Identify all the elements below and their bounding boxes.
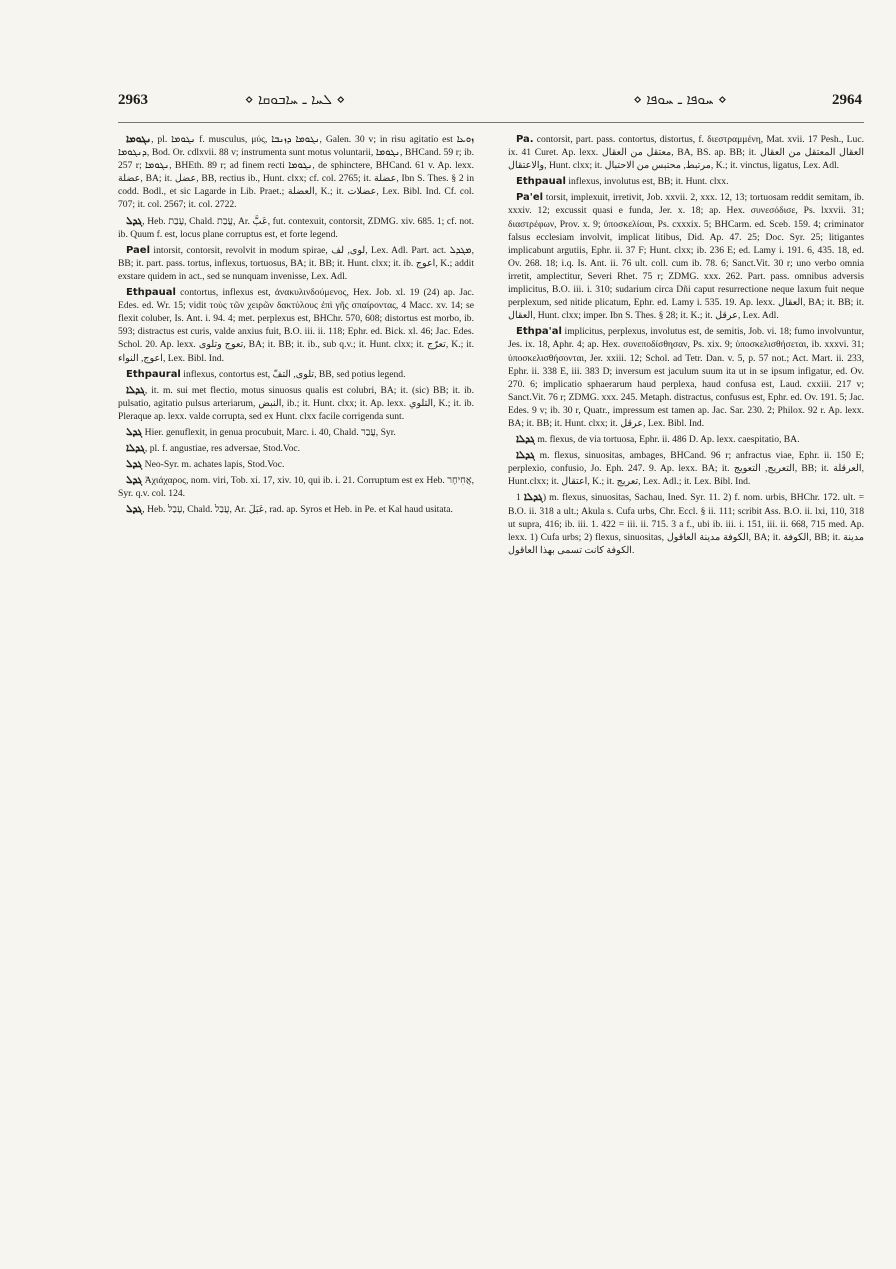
entry-text: inflexus, involutus est, BB; it. Hunt. clxx. bbox=[565, 176, 729, 188]
dictionary-entry bbox=[508, 449, 864, 488]
dictionary-entry bbox=[508, 325, 864, 430]
dictionary-entry bbox=[118, 368, 474, 381]
dictionary-entry bbox=[508, 133, 864, 172]
entry-headword: Ethpa'al bbox=[516, 326, 562, 338]
entry-text: m. flexus, de via tortuosa, Ephr. ii. 486 D. Ap. lexx. caespitatio, BA. bbox=[534, 434, 800, 446]
entry-headword: ܓܕܠܐ bbox=[516, 450, 535, 462]
entry-headword: ܓܕܠ bbox=[126, 504, 143, 516]
entry-headword: Pa. bbox=[516, 134, 534, 145]
entry-headword: ܓܕܠ bbox=[126, 459, 143, 471]
entry-text: m. flexus, sinuositas, ambages, BHCand. 96 r; anfractus viae, Ephr. ii. 150 E; perplexio, confusio, Jo. Eph. 247. 9. Ap. lexx. BA; it. التعريج, التعويج, BB; it. العرقلة, Hunt.clxx; it. اعتقال, K.; it. تعريج, Lex. Adl.; it. Lex. Bibl. Ind. bbox=[508, 450, 864, 488]
right-column bbox=[508, 133, 864, 1243]
entry-headword: ܓܕܠܐ bbox=[126, 443, 145, 455]
dictionary-entry bbox=[118, 426, 474, 439]
entry-headword: Ethpaual bbox=[516, 176, 566, 188]
right-running-head: ⋄ ܚܘܦܐ ـ ܚܘܦܐ ⋄ bbox=[633, 92, 727, 108]
left-page-number: 2963 bbox=[118, 92, 148, 108]
entry-text: , Heb. עָבַת, Chald. עֲבַת, Ar. عَبَّ, fut. contexuit, contorsit, ZDMG. xiv. 685. 1; cf. not. ib. Quum f. est, locus plane corruptus est, et forte legend. bbox=[118, 215, 474, 240]
entry-text: , Heb. עָבַל, Chald. עֲבַל, Ar. عَبَلَ, rad. ap. Syros et Heb. in Pe. et Kal haud usitata. bbox=[142, 504, 453, 516]
right-page-number: 2964 bbox=[832, 92, 862, 108]
page-header bbox=[0, 88, 896, 118]
entry-text: torsit, implexuit, irretivit, Job. xxvii. 2, xxx. 12, 13; tortuosam reddit semitam, ib. xxxiv. 12; excussit quasi e funda, Jer. x. 18; ap. Hex. συνεσόδισε, Ps. lxxvii. 31; διαστρέφων, Prov. x. 9; ὑποσκελίσαι, Ps. cxxxix. 5; BHCarm. ed. Sceb. 159. 4; criminator falsus ecclesiam involvit, implicat litibus, Did. Ap. 47. 25; Doc. Syr. 25; litigantes implicabunt argutiis, Ephr. ii. 37 F; Hunt. clxx; ib. 236 E; ed. Lamy i. 191. 6, 435. 18, ed. Ov. 268. 18; i.q. Is. Ant. ii. 76 ult. coll. cum ib. 78. 6; Sanct.Vit. 30 r; uno verbo omnia irretit, amplectitur, Severi Rhet. 75 r; ZDMG. xxx. 262. Part. pass. omnibus adversis implicitus, B.O. iii. i. 310; sudarium circa Dñi caput resurrectione neque laxum fuit neque perplexum, sed nitide plicatum, Ephr. ed. Lamy i. 535. 19. Ap. lexx. العقال, BA; it. BB; it. العقال, Hunt. clxx; imper. Ibn S. Thes. § 28; it. K.; it. عرقل, Lex. Adl. bbox=[508, 192, 864, 322]
entry-text: Hier. genuflexit, in genua procubuit, Marc. i. 40, Chald. עֲבַר, Syr. bbox=[142, 426, 396, 438]
entry-headword: ܓܕܠ bbox=[126, 475, 143, 487]
entry-headword: ܓܕܠ bbox=[126, 215, 143, 227]
header-rule bbox=[118, 122, 864, 123]
entry-headword: Ethpaural bbox=[126, 368, 181, 380]
dictionary-entry bbox=[508, 175, 864, 188]
entry-text: Ἀχιάχαρος, nom. viri, Tob. xi. 17, xiv. 10, qui ib. i. 21. Corruptum est ex Heb. אֲחִיחָר, Syr. q.v. col. 124. bbox=[118, 475, 474, 500]
dictionary-entry bbox=[118, 503, 474, 516]
entry-text: intorsit, contorsit, revolvit in modum spirae, لوى, لف, Lex. Adl. Part. act. ܡܓܕܠ, BB; it. part. pass. tortus, inflexus, tortuosus, BA; it. BB; it. Hunt. clxx; it. ib. اعوج, K.; addit exstare quidem in act., sed se nunquam invenisse, Lex. Adl. bbox=[118, 244, 474, 282]
left-column bbox=[118, 133, 474, 1243]
entry-headword: ܓܕܠܐ bbox=[516, 434, 535, 446]
entry-text: , pl. ܢܓܘܡܐ f. musculus, μύς, ܢܓܘܡܐ ܕܙܢܒܐ, Galen. 30 v; in risu agitatio est ܙܘܥܐ ܕܢܓܘܡܐ, Bod. Or. cdlxvii. 88 v; instrumenta sunt motus voluntarii, ܢܓܘܡܐ, BHCand. 59 r; ib. 257 r; ܢܓܘܡܐ, BHEth. 89 r; ad finem recti ܢܓܘܡܐ, de sphinctere, BHCand. 61 v. Ap. lexx. عضلة, BA; it. عضل, BB, rectius ib., Hunt. clxx; cf. col. 2765; it. عضلة, Ibn S. Thes. § 2 in codd. Bodl., et sic Lagarde in Lib. Praet.; العضلة, K.; it. عضلات, Lex. Bibl. Ind. Cf. col. 707; it. col. 2567; it. col. 2722. bbox=[118, 134, 474, 211]
entry-headword: ܢܓܘܡܐ bbox=[126, 134, 152, 145]
left-running-head: ⋄ ܠܚܐ ـ ܚܐܒܘܩܐ ⋄ bbox=[244, 92, 346, 108]
entry-text: inflexus, contortus est, تلوى, التفّ, BB, sed potius legend. bbox=[180, 368, 406, 380]
dictionary-entry bbox=[118, 244, 474, 283]
entry-headword: ܓܕܠ bbox=[126, 426, 143, 438]
entry-headword: Ethpaual bbox=[126, 287, 176, 299]
entry-headword: Pa'el bbox=[516, 192, 544, 204]
entry-text: 1) m. flexus, sinuositas, Sachau, Ined. Syr. 11. 2) f. nom. urbis, BHChr. 172. ult. = B.O. ii. 318 a ult.; Akula s. Cufa urbs, Chr. Eccl. § ii. 111; scribit Ass. B.O. ii. lxi, 110, 318 ut supra, 416; ib. iii. 1. 422 = iii. ii. 715. 3 a f., ubi ib. iii. i. 151, iii. ii. 668, 715 med. Ap. lexx. 1) Cufa urbs; 2) flexus, sinuositas, الكوفة مدينة العاقول, BA; it. الكوفة, BB; it. مدينة الكوفة كانت تسمى بهذا العاقول. bbox=[508, 492, 864, 556]
dictionary-entry bbox=[118, 474, 474, 500]
dictionary-entry bbox=[118, 215, 474, 241]
entry-headword: ܓܕܠܐ bbox=[523, 492, 543, 504]
entry-text: contorsit, part. pass. contortus, distortus, f. διεστραμμένη, Mat. xvii. 17 Pesh., Luc. ix. 41 Curet. Ap. lexx. معتقل من العقال, BA, BS. ap. BB; it. العقال المعتقل من العقال والاعتقال, Hunt. clxx; it. مرتبط, محتبس من الاحتبال, K.; it. vinctus, ligatus, Lex. Adl. bbox=[508, 134, 864, 172]
entry-headword: Pael bbox=[126, 244, 151, 256]
entry-text: , it. m. sui met flectio, motus sinuosus qualis est colubri, BA; it. (sic) BB; it. ib. pulsatio, agitatio pulsus arteriarum, النبض, ib.; it. Hunt. clxx; it. Ap. lexx. التلوي, K.; it. ib. Pleraque ap. lexx. valde corrupta, sed ex Hunt. clxx facile corrigenda sunt. bbox=[118, 384, 474, 422]
dictionary-entry bbox=[118, 133, 474, 212]
dictionary-entry bbox=[118, 384, 474, 423]
dictionary-entry bbox=[508, 491, 864, 556]
dictionary-entry bbox=[508, 433, 864, 446]
dictionary-entry bbox=[118, 458, 474, 471]
entry-text: implicitus, perplexus, involutus est, de semitis, Job. vi. 18; fumo involvuntur, Jes. ix. 18, Aphr. 4; ap. Hex. συνεποδίσθησαν, Ps. xix. 9; ὑποσκελισθήσεται, ib. xxxvi. 31; ὑποσκελισθήσονται, Jer. xxiii. 12; Schol. ad Tetr. Dan. v. 5, p. 57 not.; Act. Mart. ii. 233, Ephr. ii. 338 E, iii. 383 D; inversum est jaculum suum ita ut in se ipsum infigatur, ed. Ov. 270. 6; implicatio sphaerarum haud perplexa, haud confusa est, Laud. cxxiii. 217 v; Sanct.Vit. 76 r; ZDMG. xxx. 245. Metaph. distractus, confusus est, Ephr. ed. Ov. 191. 5; Jac. Edes. 9 v; ib. 30 r, Quatr., impressum est tamen ap. Jac. Sar. 230. 2; Philox. 92 r. Ap. lexx. BA; it. BB; it. Hunt. clxx; it. عرقل, Lex. Bibl. Ind. bbox=[508, 326, 864, 429]
entry-text: Neo-Syr. m. achates lapis, Stod.Voc. bbox=[142, 459, 285, 471]
entry-text: contortus, inflexus est, ἀνακυλινδούμενος, Hex. Job. xl. 19 (24) ap. Jac. Edes. ed. Wr. 15; vidit τοὺς τῶν χειρῶν δακτύλους ἐπὶ γῆς σπαίροντας, 4 Macc. xv. 14; se flexit coluber, Is. Ant. i. 94. 4; met. perplexus est, BHChr. 570, 608; distortus est morbo, ib. 593; distractus est curis, valde anxius fuit, B.O. iii. ii. 118; Ephr. ed. Bick. xl. 46; Jac. Edes. Schol. 20. Ap. lexx. تعوج وتلوى, BA; it. BB; it. ib., sub q.v.; it. Hunt. clxx; it. تعرّج, K.; it. اعوج, النواء, Lex. Bibl. Ind. bbox=[118, 287, 474, 364]
dictionary-entry bbox=[118, 442, 474, 455]
entry-text: , pl. f. angustiae, res adversae, Stod.Voc. bbox=[144, 443, 301, 455]
entry-headword: ܓܕܠܐ bbox=[126, 384, 145, 396]
dictionary-entry bbox=[508, 191, 864, 322]
dictionary-entry bbox=[118, 286, 474, 365]
